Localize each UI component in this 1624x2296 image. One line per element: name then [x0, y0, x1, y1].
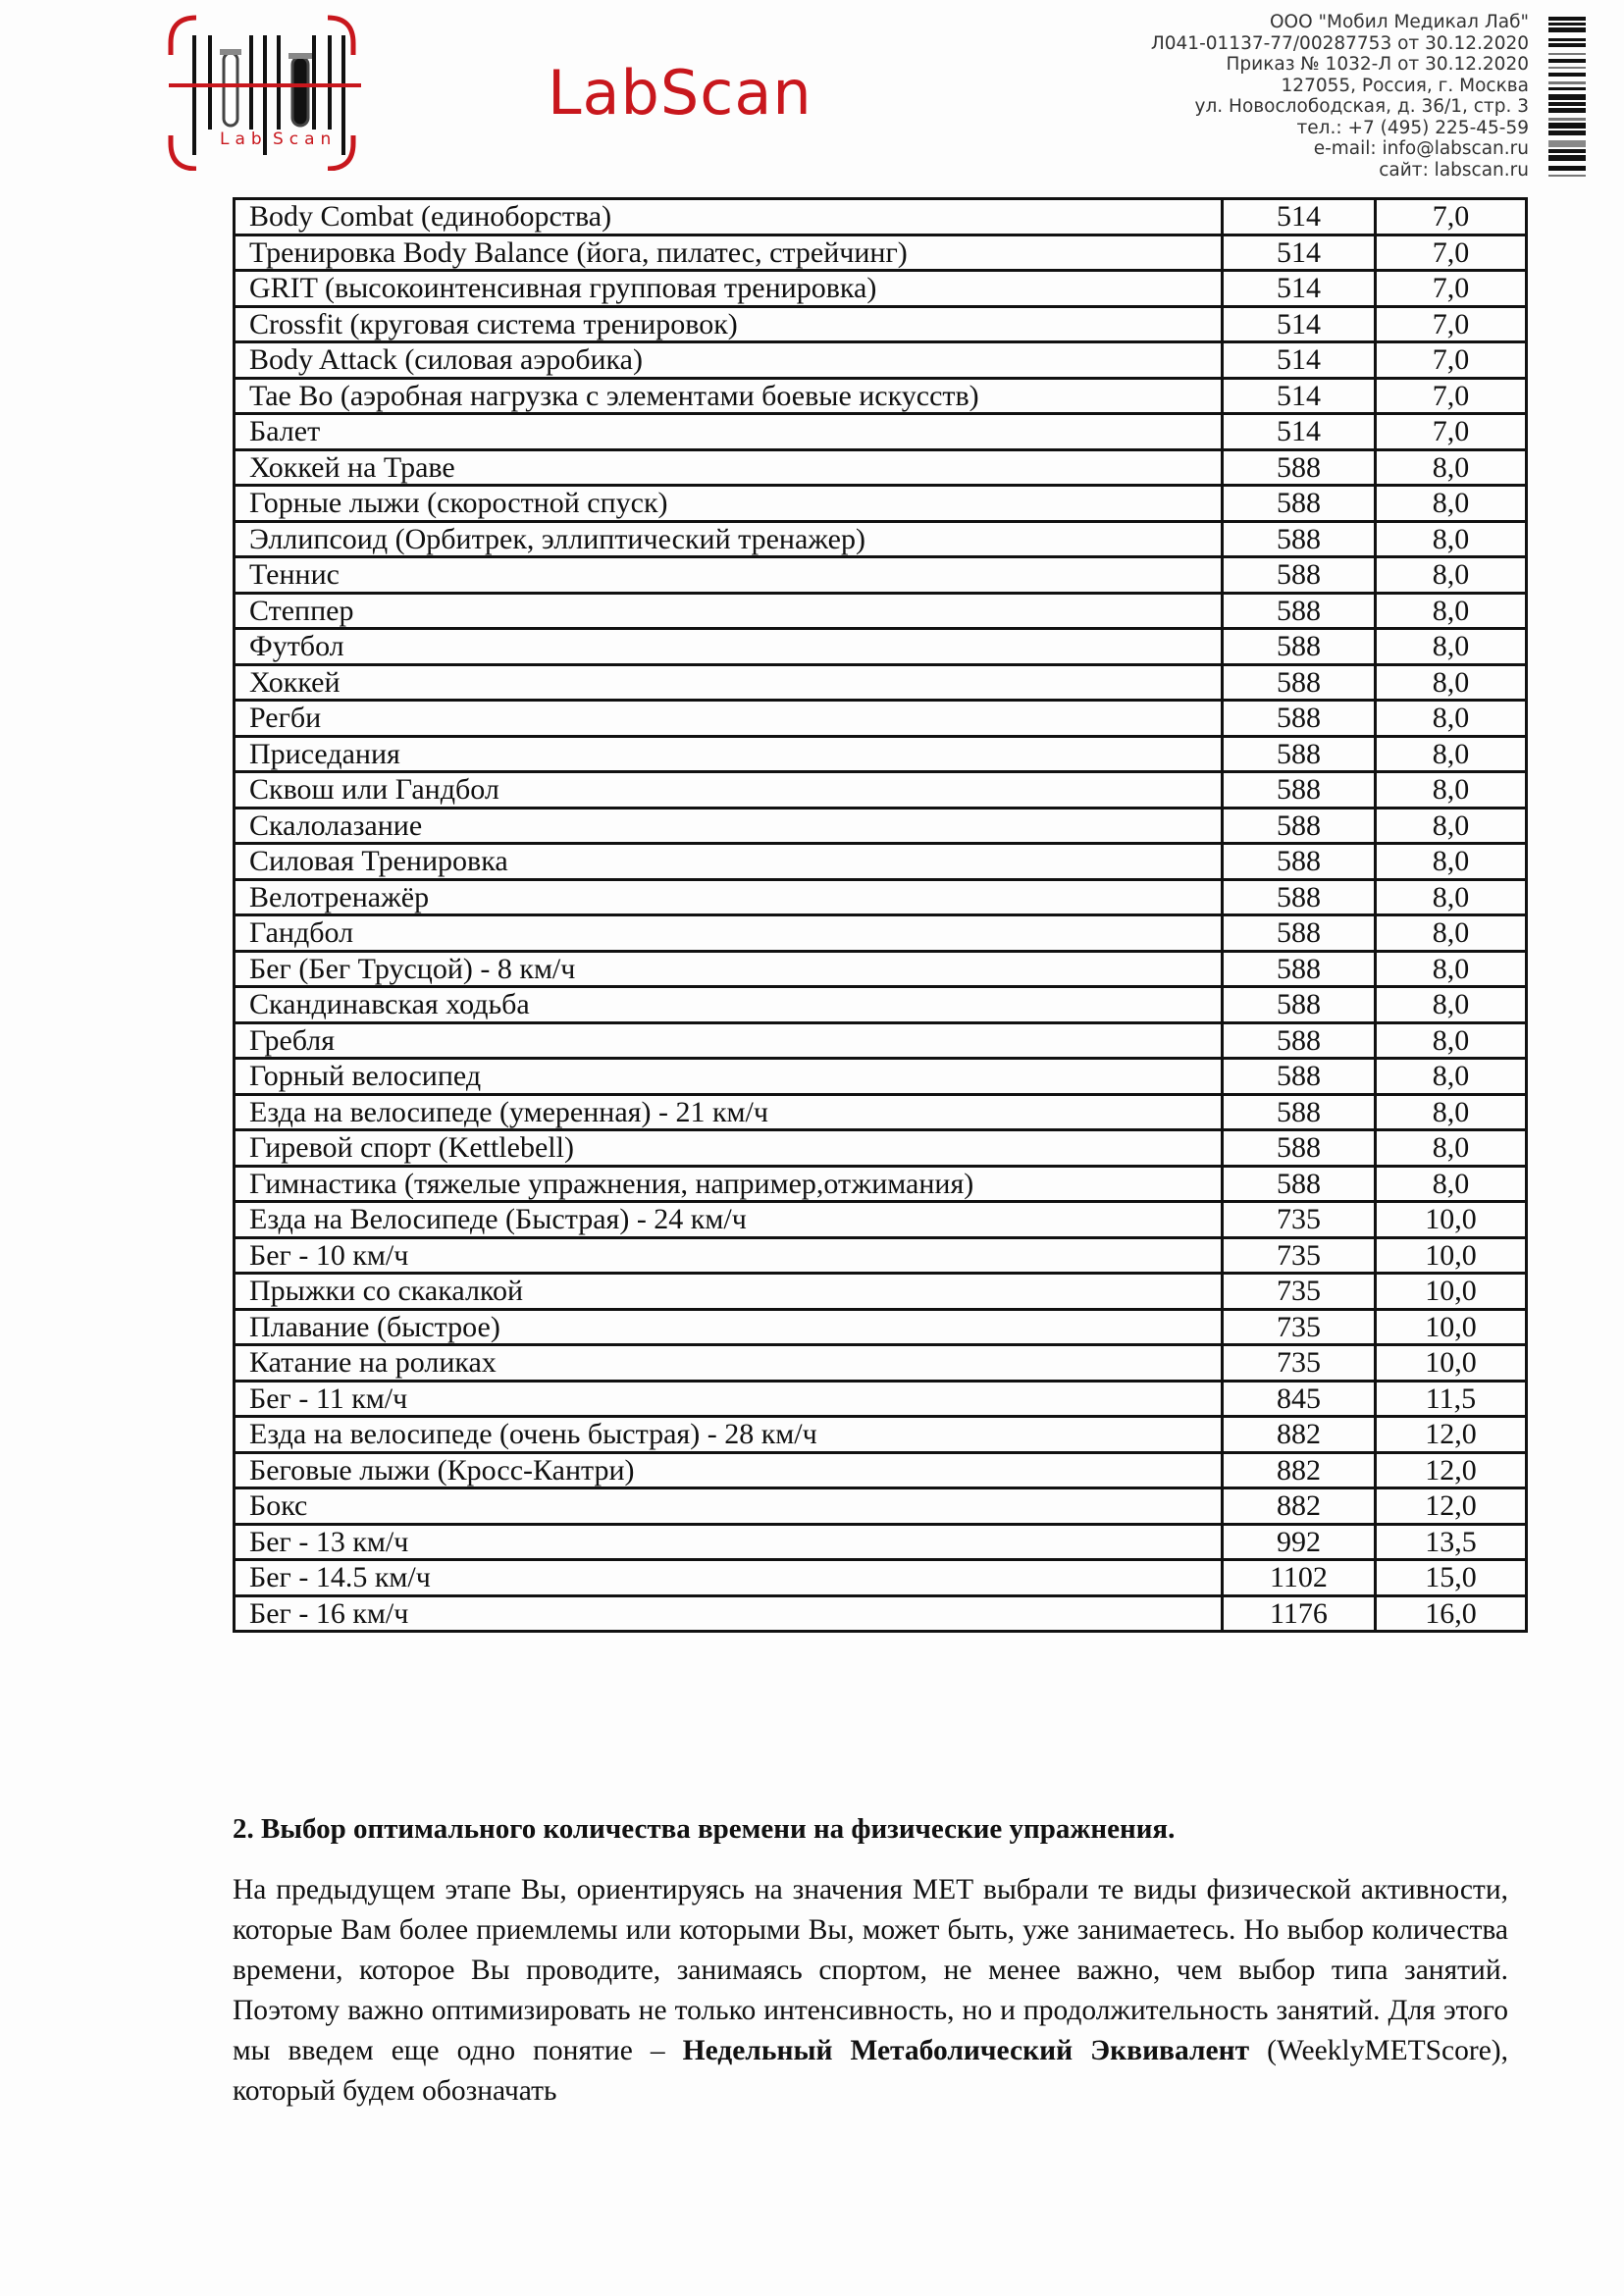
company-name: ООО "Мобил Медикал Лаб": [1269, 12, 1529, 32]
activity-cell: Бег - 11 км/ч: [235, 1381, 1223, 1417]
table-row: [235, 879, 1527, 915]
table-row: [235, 1202, 1527, 1238]
activity-cell: Скалолазание: [235, 808, 1223, 844]
activity-cell: Бег - 10 км/ч: [235, 1237, 1223, 1274]
activity-cell: Регби: [235, 701, 1223, 737]
activity-cell: Езда на велосипеде (умеренная) - 21 км/ч: [235, 1094, 1223, 1130]
table-row: [235, 1166, 1527, 1202]
met-cell: 8,0: [1376, 1166, 1527, 1202]
activity-cell: Теннис: [235, 557, 1223, 594]
kcal-cell: 514: [1223, 342, 1376, 379]
activity-cell: Велотренажёр: [235, 879, 1223, 915]
met-cell: 8,0: [1376, 844, 1527, 880]
met-cell: 7,0: [1376, 199, 1527, 235]
kcal-cell: 588: [1223, 593, 1376, 629]
activity-cell: Горные лыжи (скоростной спуск): [235, 486, 1223, 522]
kcal-cell: 514: [1223, 378, 1376, 414]
activity-cell: Езда на Велосипеде (Быстрая) - 24 км/ч: [235, 1202, 1223, 1238]
table-row: [235, 915, 1527, 952]
table-row: [235, 808, 1527, 844]
kcal-cell: 588: [1223, 808, 1376, 844]
table-row: [235, 378, 1527, 414]
kcal-cell: 588: [1223, 1094, 1376, 1130]
table-row: [235, 306, 1527, 342]
met-activity-table: [233, 197, 1528, 1633]
license-number: Л041-01137-77/00287753 от 30.12.2020: [1150, 32, 1529, 54]
email: e-mail: info@labscan.ru: [1313, 138, 1529, 159]
kcal-cell: 588: [1223, 521, 1376, 557]
logo-inner-text-scan: Scan: [273, 130, 338, 149]
table-row: [235, 1274, 1527, 1310]
activity-cell: Гимнастика (тяжелые упражнения, например,отжимания): [235, 1166, 1223, 1202]
met-cell: 8,0: [1376, 629, 1527, 665]
kcal-cell: 588: [1223, 449, 1376, 486]
activity-cell: Футбол: [235, 629, 1223, 665]
table-row: [235, 486, 1527, 522]
kcal-cell: 588: [1223, 987, 1376, 1023]
activity-cell: Хоккей на Траве: [235, 449, 1223, 486]
table-row: [235, 1560, 1527, 1596]
table-row: [235, 1524, 1527, 1560]
table-row: [235, 1345, 1527, 1382]
table-row: [235, 1059, 1527, 1095]
met-cell: 12,0: [1376, 1417, 1527, 1453]
kcal-cell: 588: [1223, 1059, 1376, 1095]
table-row: [235, 987, 1527, 1023]
table-row: [235, 1452, 1527, 1488]
met-cell: 7,0: [1376, 271, 1527, 307]
kcal-cell: 588: [1223, 915, 1376, 952]
met-cell: 10,0: [1376, 1274, 1527, 1310]
activity-cell: Катание на роликах: [235, 1345, 1223, 1382]
table-row: [235, 414, 1527, 450]
activity-cell: Бег - 13 км/ч: [235, 1524, 1223, 1560]
table-row: [235, 342, 1527, 379]
met-cell: 10,0: [1376, 1202, 1527, 1238]
activity-cell: Балет: [235, 414, 1223, 450]
met-cell: 8,0: [1376, 449, 1527, 486]
activity-cell: Гребля: [235, 1022, 1223, 1059]
met-cell: 8,0: [1376, 521, 1527, 557]
kcal-cell: 588: [1223, 701, 1376, 737]
met-cell: 8,0: [1376, 486, 1527, 522]
met-cell: 7,0: [1376, 342, 1527, 379]
website: сайт: labscan.ru: [1379, 159, 1529, 181]
activity-cell: Body Attack (силовая аэробика): [235, 342, 1223, 379]
activity-cell: Беговые лыжи (Кросс-Кантри): [235, 1452, 1223, 1488]
activity-cell: Бег - 16 км/ч: [235, 1595, 1223, 1632]
activity-cell: Crossfit (круговая система тренировок): [235, 306, 1223, 342]
table-row: [235, 1022, 1527, 1059]
logo-wordmark: LabScan: [548, 57, 812, 129]
met-cell: 8,0: [1376, 915, 1527, 952]
kcal-cell: 588: [1223, 1022, 1376, 1059]
table-row: [235, 449, 1527, 486]
company-info: [1151, 12, 1529, 181]
kcal-cell: 588: [1223, 1166, 1376, 1202]
met-cell: 8,0: [1376, 664, 1527, 701]
met-cell: 10,0: [1376, 1309, 1527, 1345]
met-cell: 8,0: [1376, 987, 1527, 1023]
phone: тел.: +7 (495) 225-45-59: [1296, 117, 1529, 138]
city-address: 127055, Россия, г. Москва: [1281, 75, 1529, 96]
met-cell: 11,5: [1376, 1381, 1527, 1417]
activity-cell: Приседания: [235, 736, 1223, 772]
paragraph-bold-term: Недельный Метаболический Эквивалент: [682, 2035, 1250, 2066]
table-row: [235, 235, 1527, 271]
met-cell: 8,0: [1376, 1059, 1527, 1095]
kcal-cell: 1176: [1223, 1595, 1376, 1632]
kcal-cell: 588: [1223, 736, 1376, 772]
kcal-cell: 588: [1223, 879, 1376, 915]
met-cell: 8,0: [1376, 951, 1527, 987]
kcal-cell: 514: [1223, 271, 1376, 307]
kcal-cell: 882: [1223, 1488, 1376, 1525]
kcal-cell: 735: [1223, 1309, 1376, 1345]
table-row: [235, 1130, 1527, 1167]
met-cell: 8,0: [1376, 593, 1527, 629]
table-row: [235, 772, 1527, 809]
met-cell: 8,0: [1376, 701, 1527, 737]
activity-cell: Плавание (быстрое): [235, 1309, 1223, 1345]
met-cell: 8,0: [1376, 879, 1527, 915]
paragraph-text: На предыдущем этапе Вы, ориентируясь на значения МЕТ выбрали те виды физической активности, которые Вам более приемлемы или которыми Вы, может быть, уже занимаетесь. Но выбор количества времени, которое Вы проводите, занимаясь спортом, не менее важно, чем выбор типа занятий. Поэтому важно оптимизировать не только интенсивность, но и продолжительность занятий. Для этого мы введем еще одно понятие –: [233, 1874, 1508, 2066]
kcal-cell: 735: [1223, 1202, 1376, 1238]
activity-cell: Горный велосипед: [235, 1059, 1223, 1095]
street-address: ул. Новослободская, д. 36/1, стр. 3: [1194, 96, 1529, 117]
kcal-cell: 514: [1223, 199, 1376, 235]
activity-cell: Гандбол: [235, 915, 1223, 952]
met-cell: 7,0: [1376, 414, 1527, 450]
kcal-cell: 882: [1223, 1417, 1376, 1453]
order-number: Приказ № 1032-Л от 30.12.2020: [1226, 54, 1529, 75]
barcode-icon: [1548, 17, 1586, 180]
table-row: [235, 521, 1527, 557]
met-cell: 8,0: [1376, 557, 1527, 594]
activity-cell: Езда на велосипеде (очень быстрая) - 28 км/ч: [235, 1417, 1223, 1453]
met-cell: 8,0: [1376, 1130, 1527, 1167]
table-row: [235, 664, 1527, 701]
activity-cell: Гиревой спорт (Kettlebell): [235, 1130, 1223, 1167]
activity-cell: Степпер: [235, 593, 1223, 629]
kcal-cell: 588: [1223, 951, 1376, 987]
met-cell: 12,0: [1376, 1488, 1527, 1525]
table-row: [235, 1417, 1527, 1453]
kcal-cell: 588: [1223, 664, 1376, 701]
kcal-cell: 735: [1223, 1237, 1376, 1274]
table-row: [235, 701, 1527, 737]
kcal-cell: 588: [1223, 557, 1376, 594]
table-row: [235, 199, 1527, 235]
kcal-cell: 735: [1223, 1274, 1376, 1310]
activity-cell: Бокс: [235, 1488, 1223, 1525]
kcal-cell: 514: [1223, 414, 1376, 450]
logo-inner-text-lab: Lab: [220, 130, 268, 149]
kcal-cell: 514: [1223, 306, 1376, 342]
table-row: [235, 593, 1527, 629]
activity-cell: Body Combat (единоборства): [235, 199, 1223, 235]
table-row: [235, 1309, 1527, 1345]
met-cell: 7,0: [1376, 306, 1527, 342]
activity-cell: Эллипсоид (Орбитрек, эллиптический тренажер): [235, 521, 1223, 557]
table-row: [235, 629, 1527, 665]
activity-cell: Скандинавская ходьба: [235, 987, 1223, 1023]
met-cell: 7,0: [1376, 235, 1527, 271]
met-cell: 8,0: [1376, 772, 1527, 809]
met-cell: 16,0: [1376, 1595, 1527, 1632]
met-cell: 7,0: [1376, 378, 1527, 414]
met-cell: 12,0: [1376, 1452, 1527, 1488]
met-cell: 8,0: [1376, 1022, 1527, 1059]
activity-cell: Прыжки со скакалкой: [235, 1274, 1223, 1310]
kcal-cell: 588: [1223, 844, 1376, 880]
activity-cell: Сквош или Гандбол: [235, 772, 1223, 809]
met-cell: 13,5: [1376, 1524, 1527, 1560]
kcal-cell: 514: [1223, 235, 1376, 271]
kcal-cell: 845: [1223, 1381, 1376, 1417]
table-row: [235, 1595, 1527, 1632]
table-row: [235, 271, 1527, 307]
table-row: [235, 736, 1527, 772]
kcal-cell: 882: [1223, 1452, 1376, 1488]
activity-cell: Tae Bo (аэробная нагрузка с элементами боевые искусств): [235, 378, 1223, 414]
table-row: [235, 1237, 1527, 1274]
paragraph-text-end: (WeeklyMETScore), который будем обозначать: [233, 2035, 1508, 2107]
activity-cell: Силовая Тренировка: [235, 844, 1223, 880]
met-cell: 8,0: [1376, 1094, 1527, 1130]
table-row: [235, 1094, 1527, 1130]
met-cell: 15,0: [1376, 1560, 1527, 1596]
activity-cell: GRIT (высокоинтенсивная групповая тренировка): [235, 271, 1223, 307]
table-row: [235, 1488, 1527, 1525]
table-row: [235, 1381, 1527, 1417]
kcal-cell: 588: [1223, 486, 1376, 522]
activity-cell: Бег (Бег Трусцой) - 8 км/ч: [235, 951, 1223, 987]
activity-cell: Хоккей: [235, 664, 1223, 701]
met-cell: 10,0: [1376, 1237, 1527, 1274]
kcal-cell: 588: [1223, 772, 1376, 809]
kcal-cell: 1102: [1223, 1560, 1376, 1596]
kcal-cell: 735: [1223, 1345, 1376, 1382]
met-cell: 10,0: [1376, 1345, 1527, 1382]
kcal-cell: 588: [1223, 629, 1376, 665]
met-cell: 8,0: [1376, 736, 1527, 772]
kcal-cell: 588: [1223, 1130, 1376, 1167]
table-row: [235, 844, 1527, 880]
table-row: [235, 951, 1527, 987]
kcal-cell: 992: [1223, 1524, 1376, 1560]
activity-cell: Бег - 14.5 км/ч: [235, 1560, 1223, 1596]
table-row: [235, 557, 1527, 594]
met-cell: 8,0: [1376, 808, 1527, 844]
activity-cell: Тренировка Body Balance (йога, пилатес, стрейчинг): [235, 235, 1223, 271]
section-heading: 2. Выбор оптимального количества времени на физические упражнения.: [233, 1813, 1176, 1845]
labscan-logo: [165, 14, 812, 171]
section-paragraph: [233, 1870, 1508, 2112]
